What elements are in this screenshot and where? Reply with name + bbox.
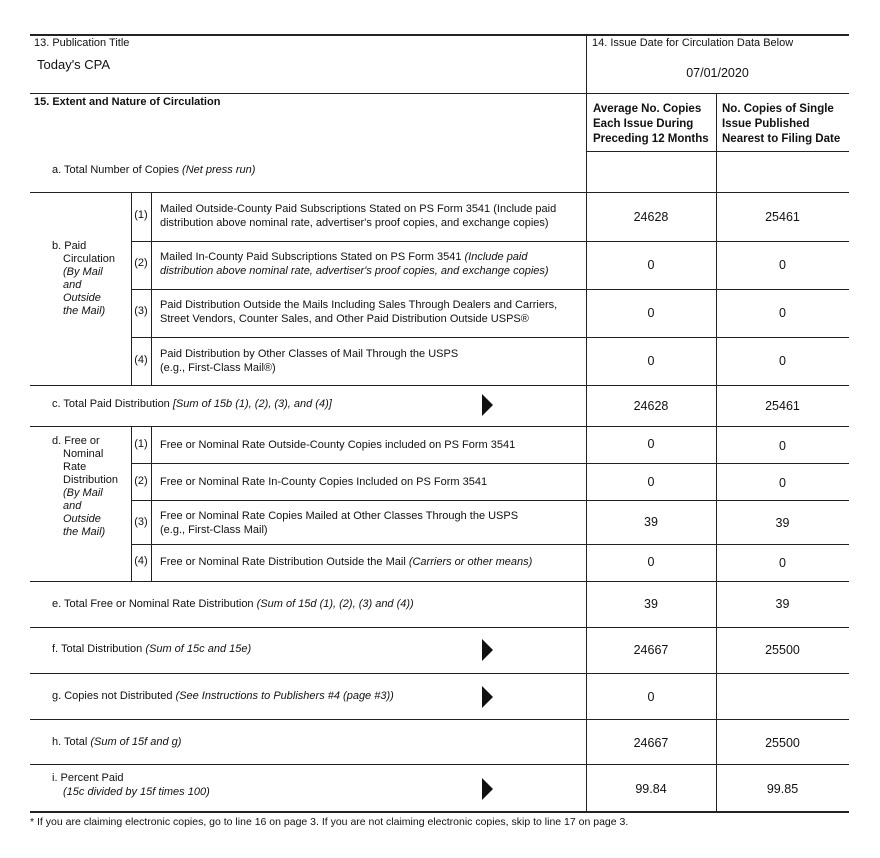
row-e-note: (Sum of 15d (1), (2), (3) and (4)) bbox=[256, 598, 414, 610]
b1-line1: Mailed Outside-County Paid Subscriptions Stated on PS Form 3541 (Include paid bbox=[160, 203, 557, 215]
row-e-text: e. Total Free or Nominal Rate Distribution bbox=[52, 598, 257, 610]
free-label-6: and bbox=[63, 500, 82, 512]
row-h-text: h. Total bbox=[52, 736, 91, 748]
b2-index: (2) bbox=[134, 257, 148, 269]
col2-header: No. Copies of Single Issue Published Nearest to Filing Date bbox=[722, 103, 841, 145]
row-d4-bottom bbox=[30, 581, 849, 582]
row-g-bottom bbox=[30, 719, 849, 720]
b3-line2: Street Vendors, Counter Sales, and Other Paid Distribution Outside USPS® bbox=[160, 313, 529, 325]
d3-line2: (e.g., First-Class Mail) bbox=[160, 524, 268, 536]
row-b1-bottom bbox=[131, 241, 849, 242]
d4-avg-value: 0 bbox=[647, 555, 655, 569]
b4-description bbox=[160, 347, 580, 375]
row-i-single-value: 99.85 bbox=[766, 782, 799, 796]
row-f-note: (Sum of 15c and 15e) bbox=[145, 643, 252, 655]
row-i-note: (15c divided by 15f times 100) bbox=[63, 786, 210, 798]
row-d2-bottom bbox=[131, 500, 849, 501]
top-rule bbox=[30, 34, 849, 36]
d4-line1 bbox=[160, 555, 580, 569]
d1-index: (1) bbox=[134, 438, 148, 450]
b2-avg-value: 0 bbox=[647, 258, 655, 272]
row-c-text: c. Total Paid Distribution bbox=[52, 398, 173, 410]
row-h-bottom bbox=[30, 764, 849, 765]
row-b4-bottom bbox=[30, 385, 849, 386]
b2-line1b: (Include paid bbox=[464, 251, 528, 263]
row-f-bottom bbox=[30, 673, 849, 674]
col1-header: Average No. Copies Each Issue During Preceding 12 Months bbox=[593, 103, 709, 145]
b4-single-value: 0 bbox=[779, 354, 786, 368]
free-label-4: Distribution bbox=[63, 474, 119, 486]
b-index-right bbox=[151, 192, 152, 385]
row-c-bottom bbox=[30, 426, 849, 427]
b2-line1 bbox=[160, 250, 580, 264]
b2-description bbox=[160, 250, 580, 278]
issue-date-value: 07/01/2020 bbox=[686, 66, 749, 80]
footnote: * If you are claiming electronic copies, go to line 16 on page 3. If you are not claiming electronic copies, skip to line 17 on page 3. bbox=[30, 816, 629, 828]
row-g-avg-value: 0 bbox=[647, 690, 655, 704]
row-i-avg-value: 99.84 bbox=[635, 782, 667, 796]
row-c-arrow-icon bbox=[482, 394, 493, 416]
row-h-single-value: 25500 bbox=[765, 736, 800, 750]
publication-title-value: Today's CPA bbox=[37, 57, 111, 72]
b4-avg-value: 0 bbox=[647, 354, 655, 368]
free-label-8: the Mail) bbox=[63, 526, 106, 538]
free-label-7: Outside bbox=[63, 513, 101, 525]
row-a-note: (Net press run) bbox=[182, 164, 256, 176]
d4-single-value: 0 bbox=[779, 556, 786, 570]
row-h-note: (Sum of 15f and g) bbox=[90, 736, 182, 748]
row-d1-bottom bbox=[131, 463, 849, 464]
bottom-rule bbox=[30, 811, 849, 813]
paid-circulation-label bbox=[52, 240, 115, 318]
b2-line1a: Mailed In-County Paid Subscriptions Stated on PS Form 3541 bbox=[160, 251, 465, 263]
row-h-label bbox=[52, 736, 181, 748]
free-label-1: d. Free or bbox=[52, 435, 100, 447]
row-b2-bottom bbox=[131, 289, 849, 290]
b1-description bbox=[160, 202, 580, 230]
row-c-note: [Sum of 15b (1), (2), (3), and (4)] bbox=[172, 398, 332, 410]
row-g-note: (See Instructions to Publishers #4 (page #3)) bbox=[175, 690, 394, 702]
publication-title-label: 13. Publication Title bbox=[34, 37, 130, 49]
free-label-3: Rate bbox=[63, 461, 87, 473]
d3-single-value: 39 bbox=[775, 516, 790, 530]
b1-single-value: 25461 bbox=[765, 210, 800, 224]
row-h-avg-value: 24667 bbox=[633, 736, 669, 750]
d3-description bbox=[160, 509, 580, 537]
row-f-label bbox=[52, 643, 251, 655]
b2-single-value: 0 bbox=[779, 258, 786, 272]
b4-line2: (e.g., First-Class Mail®) bbox=[160, 362, 276, 374]
d3-avg-value: 39 bbox=[644, 515, 658, 529]
extent-label-text: 15. Extent and Nature of Circulation bbox=[34, 96, 221, 108]
row-g-arrow-icon bbox=[482, 686, 493, 708]
d2-avg-value: 0 bbox=[647, 475, 655, 489]
paid-label-2: Circulation bbox=[63, 253, 115, 265]
d-index-right bbox=[151, 426, 152, 581]
b1-line2: distribution above nominal rate, advertiser's proof copies, and exchange copies) bbox=[160, 217, 549, 229]
row-e-single-value: 39 bbox=[775, 597, 790, 611]
row-f-text: f. Total Distribution bbox=[52, 643, 146, 655]
paid-label-1: b. Paid bbox=[52, 240, 87, 252]
d2-line1: Free or Nominal Rate In-County Copies Included on PS Form 3541 bbox=[160, 476, 488, 488]
row-i-text: i. Percent Paid bbox=[52, 772, 124, 784]
paid-label-5: Outside bbox=[63, 292, 101, 304]
d1-line1: Free or Nominal Rate Outside-County Copies included on PS Form 3541 bbox=[160, 439, 516, 451]
header-divider bbox=[30, 93, 849, 94]
d4-line1b: (Carriers or other means) bbox=[408, 556, 533, 568]
row-f-single-value: 25500 bbox=[765, 643, 800, 657]
paid-label-4: and bbox=[63, 279, 82, 291]
free-label-2: Nominal bbox=[63, 448, 104, 460]
row-d3-bottom bbox=[131, 544, 849, 545]
free-label-5: (By Mail bbox=[63, 487, 103, 499]
d3-line1: Free or Nominal Rate Copies Mailed at Other Classes Through the USPS bbox=[160, 510, 519, 522]
row-a-bottom bbox=[30, 192, 849, 193]
b1-avg-value: 24628 bbox=[633, 210, 669, 224]
paid-label-3: (By Mail bbox=[63, 266, 103, 278]
b4-index: (4) bbox=[134, 354, 148, 366]
row-g-label bbox=[52, 690, 394, 702]
row-f-arrow-icon bbox=[482, 639, 493, 661]
row-a-text: a. Total Number of Copies bbox=[52, 164, 179, 176]
row-i-arrow-icon bbox=[482, 778, 493, 800]
d2-index: (2) bbox=[134, 475, 148, 487]
d4-description bbox=[160, 555, 580, 569]
d2-description bbox=[160, 475, 580, 489]
row-i-label bbox=[52, 771, 210, 799]
row-e-avg-value: 39 bbox=[644, 597, 658, 611]
d1-single-value: 0 bbox=[779, 439, 786, 453]
extent-label bbox=[34, 96, 220, 108]
b3-single-value: 0 bbox=[779, 306, 786, 320]
d4-index: (4) bbox=[134, 555, 148, 567]
b3-description bbox=[160, 298, 580, 326]
d3-index: (3) bbox=[134, 516, 148, 528]
row-c-label bbox=[52, 398, 332, 410]
d2-single-value: 0 bbox=[779, 476, 786, 490]
row-a-label bbox=[52, 164, 255, 176]
row-c-avg-value: 24628 bbox=[633, 399, 669, 413]
b3-avg-value: 0 bbox=[647, 306, 655, 320]
b2-line2: distribution above nominal rate, advertiser's proof copies, and exchange copies) bbox=[160, 265, 549, 277]
row-b3-bottom bbox=[131, 337, 849, 338]
row-f-avg-value: 24667 bbox=[633, 643, 669, 657]
b3-line1: Paid Distribution Outside the Mails Including Sales Through Dealers and Carriers, bbox=[160, 299, 558, 311]
col-header-divider bbox=[586, 151, 849, 152]
d1-avg-value: 0 bbox=[647, 437, 655, 451]
b4-line1: Paid Distribution by Other Classes of Mail Through the USPS bbox=[160, 348, 459, 360]
paid-label-6: the Mail) bbox=[63, 305, 106, 317]
row-e-label bbox=[52, 598, 414, 610]
row-e-bottom bbox=[30, 627, 849, 628]
row-g-text: g. Copies not Distributed bbox=[52, 690, 176, 702]
d4-line1a: Free or Nominal Rate Distribution Outside the Mail bbox=[160, 556, 409, 568]
free-distribution-label bbox=[52, 435, 118, 539]
b3-index: (3) bbox=[134, 305, 148, 317]
b1-index: (1) bbox=[134, 209, 148, 221]
issue-date-label: 14. Issue Date for Circulation Data Below bbox=[592, 37, 794, 49]
d1-description bbox=[160, 438, 580, 452]
row-c-single-value: 25461 bbox=[765, 399, 800, 413]
